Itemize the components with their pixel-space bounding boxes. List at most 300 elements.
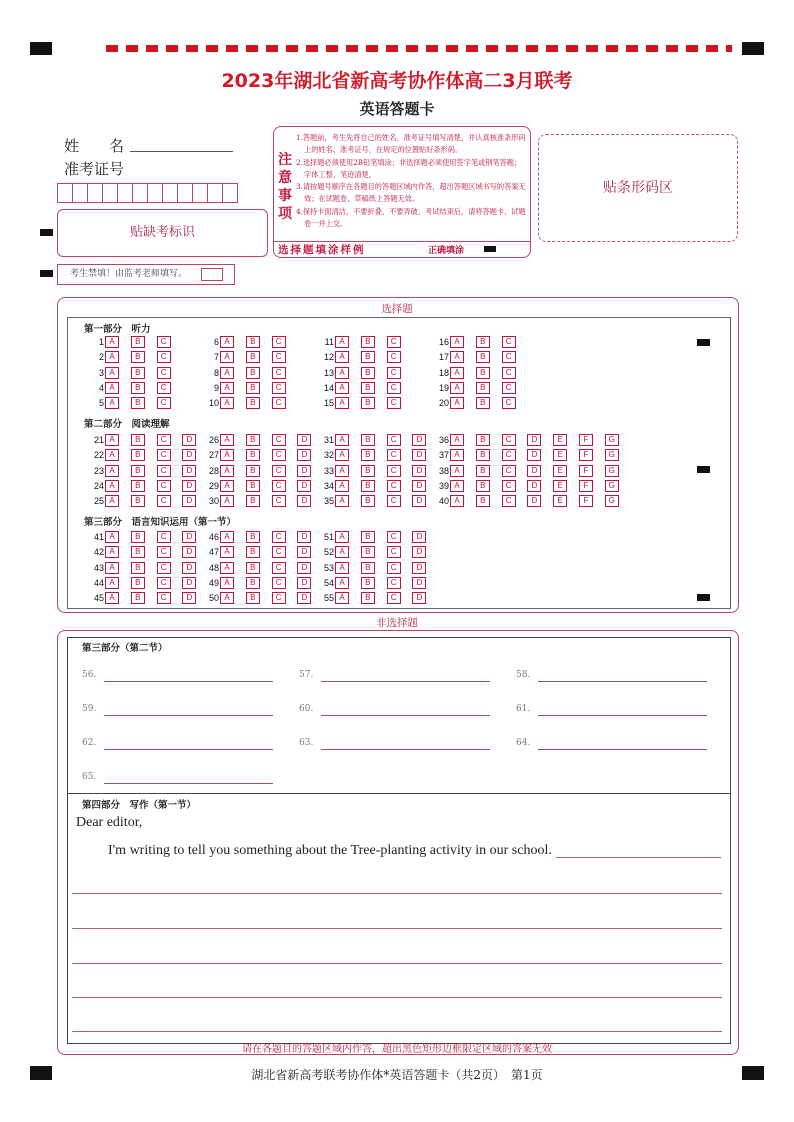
name-field[interactable] [130,151,233,152]
id-digit-cell[interactable] [73,184,88,202]
question-number: 12 [323,352,334,363]
id-digit-cell[interactable] [208,184,223,202]
option-bubble-a[interactable]: A [450,397,464,409]
option-bubble-b[interactable]: B [246,382,260,394]
option-bubble-c[interactable]: C [387,531,401,543]
option-bubble-a[interactable]: A [335,351,349,363]
option-bubble-a[interactable]: A [220,382,234,394]
option-bubble-c[interactable]: C [272,592,286,604]
option-bubble-b[interactable]: B [361,351,375,363]
correct-fill-sample [484,246,496,252]
question-number: 21 [93,435,104,445]
question-number: 47 [208,547,219,558]
option-bubble-f[interactable]: F [579,449,593,461]
option-bubble-b[interactable]: B [131,592,145,604]
option-bubble-c[interactable]: C [157,336,171,348]
option-bubble-c[interactable]: C [157,480,171,492]
question-number: 51 [323,532,334,542]
option-bubble-d[interactable]: D [182,577,196,589]
option-bubble-c[interactable]: C [157,592,171,604]
option-bubble-f[interactable]: F [579,434,593,446]
proctor-box [57,264,235,285]
option-bubble-d[interactable]: D [297,546,311,558]
option-bubble-d[interactable]: D [297,577,311,589]
option-bubble-a[interactable]: A [220,577,234,589]
answer-blank[interactable] [104,715,273,716]
answer-blank[interactable] [104,749,273,750]
option-bubble-c[interactable]: C [157,382,171,394]
question-number: 25 [93,496,104,507]
nonchoice-inner-border [67,637,731,1044]
option-bubble-a[interactable]: A [335,592,349,604]
option-bubble-f[interactable]: F [579,465,593,477]
writing-line[interactable] [556,857,721,858]
option-bubble-a[interactable]: A [105,397,119,409]
blank-number: 62. [82,738,97,748]
option-bubble-d[interactable]: D [297,562,311,574]
id-digit-cell[interactable] [163,184,178,202]
option-bubble-d[interactable]: D [527,434,541,446]
option-bubble-a[interactable]: A [220,397,234,409]
option-bubble-c[interactable]: C [502,382,516,394]
option-bubble-c[interactable]: C [387,465,401,477]
option-bubble-c[interactable]: C [502,336,516,348]
id-digit-cell[interactable] [103,184,118,202]
option-bubble-b[interactable]: B [131,382,145,394]
option-bubble-b[interactable]: B [361,562,375,574]
option-bubble-b[interactable]: B [131,397,145,409]
option-bubble-b[interactable]: B [131,531,145,543]
option-bubble-c[interactable]: C [272,577,286,589]
option-bubble-b[interactable]: B [246,592,260,604]
option-bubble-a[interactable]: A [105,577,119,589]
option-bubble-e[interactable]: E [553,495,567,507]
question-number: 2 [98,352,104,363]
question-number: 42 [93,547,104,558]
option-bubble-g[interactable]: G [605,449,619,461]
question-number: 3 [98,367,104,378]
option-bubble-c[interactable]: C [272,562,286,574]
option-bubble-b[interactable]: B [361,495,375,507]
notice-item: 3.请按题号顺序在各题目的答题区域内作答，超出答题区域书写的答案无效；在试题卷、草稿纸上答题无效。 [296,182,526,204]
id-digit-cell[interactable] [193,184,208,202]
option-bubble-d[interactable]: D [412,480,426,492]
option-bubble-d[interactable]: D [527,480,541,492]
option-bubble-d[interactable]: D [527,465,541,477]
question-number: 52 [323,547,334,558]
option-bubble-b[interactable]: B [361,397,375,409]
option-bubble-b[interactable]: B [246,434,260,446]
option-bubble-c[interactable]: C [387,577,401,589]
option-bubble-c[interactable]: C [157,531,171,543]
option-bubble-a[interactable]: A [105,562,119,574]
id-number-cells[interactable] [57,183,238,203]
question-number: 43 [93,562,104,573]
option-bubble-d[interactable]: D [297,465,311,477]
notice-item: 2.选择题必须使用2B铅笔填涂；非选择题必须使用签字笔或钢笔答题；字体工整、笔迹清楚。 [296,157,522,179]
option-bubble-b[interactable]: B [361,382,375,394]
option-bubble-a[interactable]: A [335,562,349,574]
answer-blank[interactable] [321,749,490,750]
option-bubble-a[interactable]: A [450,480,464,492]
blank-number: 58. [516,670,531,680]
option-bubble-b[interactable]: B [131,562,145,574]
option-bubble-d[interactable]: D [182,495,196,507]
option-bubble-d[interactable]: D [527,449,541,461]
option-bubble-c[interactable]: C [157,577,171,589]
question-number: 11 [324,337,334,347]
option-bubble-d[interactable]: D [412,562,426,574]
option-bubble-d[interactable]: D [297,480,311,492]
option-bubble-b[interactable]: B [476,336,490,348]
option-bubble-d[interactable]: D [182,592,196,604]
option-bubble-b[interactable]: B [246,367,260,379]
option-bubble-c[interactable]: C [157,495,171,507]
option-bubble-b[interactable]: B [131,434,145,446]
option-bubble-f[interactable]: F [579,495,593,507]
question-number: 33 [323,465,334,476]
option-bubble-a[interactable]: A [335,397,349,409]
part3-section2-title: 第三部分（第二节） [82,643,168,654]
option-bubble-b[interactable]: B [246,480,260,492]
option-bubble-c[interactable]: C [157,367,171,379]
option-bubble-b[interactable]: B [476,397,490,409]
option-bubble-c[interactable]: C [387,336,401,348]
option-bubble-a[interactable]: A [450,382,464,394]
option-bubble-a[interactable]: A [220,562,234,574]
option-bubble-c[interactable]: C [502,351,516,363]
id-digit-cell[interactable] [148,184,163,202]
option-bubble-d[interactable]: D [412,531,426,543]
writing-line[interactable] [72,893,722,894]
proctor-checkbox[interactable] [201,268,223,281]
option-bubble-b[interactable]: B [476,449,490,461]
option-bubble-c[interactable]: C [272,465,286,477]
answer-blank[interactable] [104,681,273,682]
option-bubble-c[interactable]: C [387,449,401,461]
option-bubble-b[interactable]: B [476,382,490,394]
option-bubble-c[interactable]: C [387,367,401,379]
option-bubble-c[interactable]: C [272,434,286,446]
id-digit-cell[interactable] [223,184,238,202]
option-bubble-a[interactable]: A [105,449,119,461]
option-bubble-a[interactable]: A [220,495,234,507]
option-bubble-b[interactable]: B [246,495,260,507]
id-digit-cell[interactable] [58,184,73,202]
option-bubble-b[interactable]: B [361,434,375,446]
option-bubble-a[interactable]: A [105,336,119,348]
option-bubble-a[interactable]: A [220,531,234,543]
option-bubble-a[interactable]: A [220,546,234,558]
option-bubble-d[interactable]: D [527,495,541,507]
option-bubble-d[interactable]: D [412,577,426,589]
option-bubble-a[interactable]: A [450,465,464,477]
option-bubble-a[interactable]: A [220,351,234,363]
option-bubble-b[interactable]: B [246,562,260,574]
option-bubble-c[interactable]: C [387,495,401,507]
option-bubble-c[interactable]: C [157,546,171,558]
exam-title: 2023年湖北省新高考协作体高二3月联考 [221,70,573,92]
writing-line[interactable] [72,963,722,964]
id-digit-cell[interactable] [133,184,148,202]
option-bubble-g[interactable]: G [605,465,619,477]
option-bubble-b[interactable]: B [476,351,490,363]
option-bubble-b[interactable]: B [131,367,145,379]
option-bubble-c[interactable]: C [502,449,516,461]
question-number: 6 [213,337,219,347]
option-bubble-d[interactable]: D [297,592,311,604]
option-bubble-a[interactable]: A [220,367,234,379]
option-bubble-a[interactable]: A [105,382,119,394]
boundary-warning: 请在各题目的答题区域内作答，超出黑色矩形边框限定区域的答案无效 [242,1044,552,1055]
answer-blank[interactable] [321,681,490,682]
question-number: 27 [208,450,219,461]
question-number: 16 [438,337,449,347]
option-bubble-d[interactable]: D [182,546,196,558]
option-bubble-c[interactable]: C [272,367,286,379]
option-bubble-b[interactable]: B [361,336,375,348]
answer-blank[interactable] [321,715,490,716]
option-bubble-b[interactable]: B [246,397,260,409]
timing-mark [697,466,710,473]
answer-blank[interactable] [538,749,707,750]
corner-mark [742,42,764,55]
option-bubble-d[interactable]: D [297,531,311,543]
option-bubble-b[interactable]: B [131,465,145,477]
question-number: 18 [438,367,449,378]
question-number: 50 [208,593,219,604]
option-bubble-a[interactable]: A [105,367,119,379]
option-bubble-c[interactable]: C [272,336,286,348]
option-bubble-e[interactable]: E [553,434,567,446]
option-bubble-b[interactable]: B [476,367,490,379]
option-bubble-a[interactable]: A [220,336,234,348]
option-bubble-b[interactable]: B [131,577,145,589]
option-bubble-a[interactable]: A [335,480,349,492]
writing-line[interactable] [72,997,722,998]
option-bubble-b[interactable]: B [361,546,375,558]
option-bubble-c[interactable]: C [387,546,401,558]
option-bubble-g[interactable]: G [605,480,619,492]
option-bubble-c[interactable]: C [272,480,286,492]
option-bubble-e[interactable]: E [553,449,567,461]
option-bubble-a[interactable]: A [450,449,464,461]
option-bubble-c[interactable]: C [387,397,401,409]
option-bubble-f[interactable]: F [579,480,593,492]
option-bubble-c[interactable]: C [272,495,286,507]
option-bubble-c[interactable]: C [157,465,171,477]
option-bubble-a[interactable]: A [105,351,119,363]
option-bubble-b[interactable]: B [476,495,490,507]
option-bubble-d[interactable]: D [182,562,196,574]
option-bubble-a[interactable]: A [335,546,349,558]
option-bubble-a[interactable]: A [335,531,349,543]
question-number: 49 [208,577,219,588]
option-bubble-a[interactable]: A [450,434,464,446]
option-bubble-b[interactable]: B [246,531,260,543]
question-number: 8 [213,367,219,378]
option-bubble-a[interactable]: A [105,495,119,507]
question-number: 29 [208,480,219,491]
option-bubble-c[interactable]: C [502,367,516,379]
option-bubble-c[interactable]: C [272,382,286,394]
question-number: 20 [438,398,449,409]
option-bubble-b[interactable]: B [131,336,145,348]
option-bubble-d[interactable]: D [297,449,311,461]
option-bubble-d[interactable]: D [182,480,196,492]
option-bubble-a[interactable]: A [450,336,464,348]
id-digit-cell[interactable] [178,184,193,202]
sample-label: 选择题填涂样例 [278,244,366,256]
sheet-subtitle: 英语答题卡 [359,100,435,118]
option-bubble-c[interactable]: C [387,434,401,446]
option-bubble-d[interactable]: D [182,449,196,461]
option-bubble-a[interactable]: A [105,546,119,558]
option-bubble-d[interactable]: D [182,434,196,446]
option-bubble-b[interactable]: B [131,495,145,507]
question-number: 41 [93,532,104,542]
proctor-note: 考生禁填！由监考老师填写。 [70,269,188,279]
answer-blank[interactable] [104,783,273,784]
option-bubble-c[interactable]: C [157,449,171,461]
answer-blank[interactable] [538,681,707,682]
option-bubble-b[interactable]: B [476,465,490,477]
option-bubble-d[interactable]: D [297,495,311,507]
id-digit-cell[interactable] [88,184,103,202]
option-bubble-d[interactable]: D [412,546,426,558]
option-bubble-e[interactable]: E [553,480,567,492]
option-bubble-a[interactable]: A [220,480,234,492]
barcode-label: 贴条形码区 [603,180,673,196]
option-bubble-b[interactable]: B [361,577,375,589]
option-bubble-b[interactable]: B [476,480,490,492]
option-bubble-a[interactable]: A [220,592,234,604]
option-bubble-a[interactable]: A [335,449,349,461]
option-bubble-c[interactable]: C [272,546,286,558]
option-bubble-c[interactable]: C [272,397,286,409]
absent-sticker-area [57,209,268,257]
part4-title: 第四部分 写作（第一节） [82,800,197,811]
option-bubble-a[interactable]: A [450,367,464,379]
option-bubble-a[interactable]: A [335,577,349,589]
writing-line[interactable] [72,1031,722,1032]
absent-label: 贴缺考标识 [129,225,195,240]
blank-number: 57. [299,670,314,680]
answer-blank[interactable] [538,715,707,716]
writing-line[interactable] [72,928,722,929]
option-bubble-a[interactable]: A [335,382,349,394]
option-bubble-c[interactable]: C [157,397,171,409]
option-bubble-a[interactable]: A [105,480,119,492]
option-bubble-c[interactable]: C [387,592,401,604]
option-bubble-b[interactable]: B [361,449,375,461]
option-bubble-d[interactable]: D [412,495,426,507]
option-bubble-b[interactable]: B [476,434,490,446]
option-bubble-c[interactable]: C [157,351,171,363]
option-bubble-b[interactable]: B [246,465,260,477]
option-bubble-b[interactable]: B [246,449,260,461]
option-bubble-b[interactable]: B [361,465,375,477]
option-bubble-b[interactable]: B [246,336,260,348]
option-bubble-a[interactable]: A [105,434,119,446]
option-bubble-a[interactable]: A [335,336,349,348]
option-bubble-b[interactable]: B [246,351,260,363]
option-bubble-d[interactable]: D [412,449,426,461]
option-bubble-c[interactable]: C [502,434,516,446]
option-bubble-b[interactable]: B [246,577,260,589]
option-bubble-c[interactable]: C [272,351,286,363]
question-number: 22 [93,450,104,461]
option-bubble-b[interactable]: B [361,531,375,543]
divider [67,793,730,794]
option-bubble-c[interactable]: C [157,562,171,574]
option-bubble-c[interactable]: C [272,449,286,461]
option-bubble-d[interactable]: D [412,465,426,477]
option-bubble-c[interactable]: C [502,495,516,507]
question-number: 24 [93,480,104,491]
question-number: 45 [93,593,104,604]
option-bubble-a[interactable]: A [450,351,464,363]
option-bubble-d[interactable]: D [412,434,426,446]
option-bubble-g[interactable]: G [605,495,619,507]
option-bubble-a[interactable]: A [335,495,349,507]
option-bubble-c[interactable]: C [387,351,401,363]
question-number: 4 [98,382,104,393]
option-bubble-b[interactable]: B [131,480,145,492]
option-bubble-d[interactable]: D [412,592,426,604]
option-bubble-a[interactable]: A [105,531,119,543]
option-bubble-a[interactable]: A [335,367,349,379]
option-bubble-c[interactable]: C [272,531,286,543]
option-bubble-a[interactable]: A [105,592,119,604]
barcode-area [538,134,738,242]
option-bubble-c[interactable]: C [157,434,171,446]
blank-number: 63. [299,738,314,748]
option-bubble-c[interactable]: C [387,480,401,492]
option-bubble-d[interactable]: D [182,531,196,543]
option-bubble-a[interactable]: A [105,465,119,477]
option-bubble-b[interactable]: B [131,546,145,558]
option-bubble-a[interactable]: A [220,449,234,461]
option-bubble-a[interactable]: A [335,465,349,477]
option-bubble-c[interactable]: C [502,480,516,492]
option-bubble-a[interactable]: A [335,434,349,446]
question-number: 48 [208,562,219,573]
option-bubble-a[interactable]: A [220,465,234,477]
option-bubble-c[interactable]: C [502,465,516,477]
option-bubble-a[interactable]: A [220,434,234,446]
option-bubble-d[interactable]: D [182,465,196,477]
id-digit-cell[interactable] [118,184,133,202]
question-number: 1 [98,337,104,347]
option-bubble-b[interactable]: B [361,592,375,604]
option-bubble-c[interactable]: C [387,382,401,394]
option-bubble-e[interactable]: E [553,465,567,477]
blank-number: 60. [299,704,314,714]
option-bubble-b[interactable]: B [361,480,375,492]
question-number: 35 [323,496,334,507]
option-bubble-b[interactable]: B [131,449,145,461]
option-bubble-b[interactable]: B [361,367,375,379]
option-bubble-c[interactable]: C [502,397,516,409]
option-bubble-b[interactable]: B [246,546,260,558]
option-bubble-a[interactable]: A [450,495,464,507]
option-bubble-c[interactable]: C [387,562,401,574]
option-bubble-g[interactable]: G [605,434,619,446]
option-bubble-b[interactable]: B [131,351,145,363]
question-number: 10 [208,398,219,409]
option-bubble-d[interactable]: D [297,434,311,446]
